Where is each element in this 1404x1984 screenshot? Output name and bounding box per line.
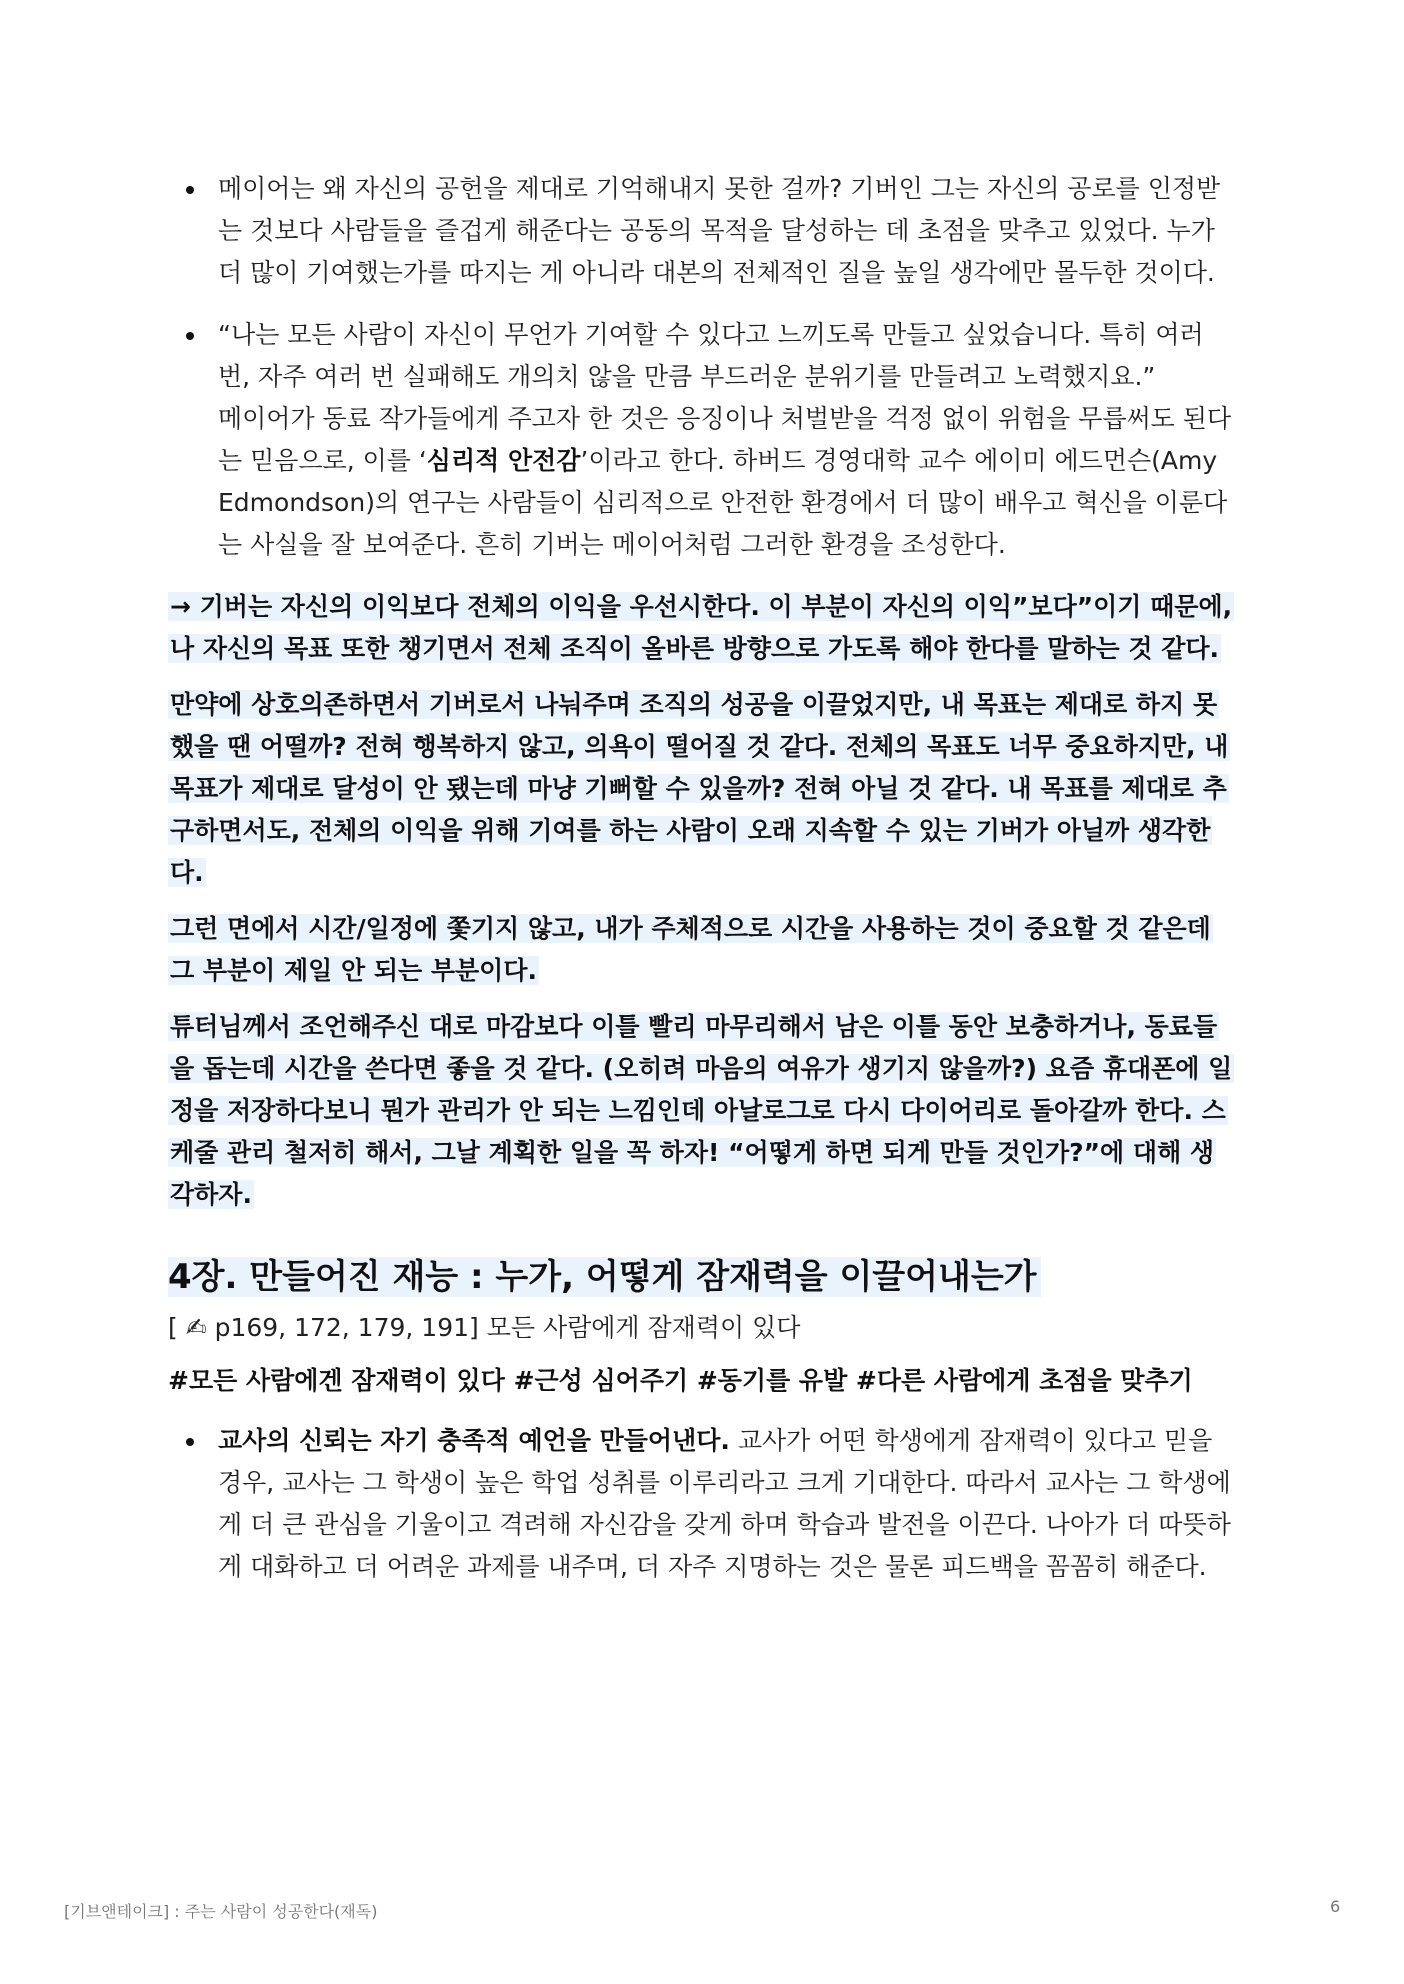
hashtag-line: #모든 사람에겐 잠재력이 있다 #근성 심어주기 #동기를 유발 #다른 사람에게 초점을 맞추기 [168,1366,1193,1395]
bullet-list-top [168,168,1236,566]
highlight-paragraph [168,1006,1236,1216]
highlight-text: 그런 면에서 시간/일정에 쫓기지 않고, 내가 주체적으로 시간을 사용하는 것이 중요할 것 같은데 그 부분이 제일 안 되는 부분이다. [170,914,1211,985]
bullet-dot-icon [186,332,194,340]
bullet-dot-icon [186,186,194,194]
bullet-text: ’이라고 한다. 하버드 경영대학 교수 에이미 에드먼슨(Amy Edmondson)의 연구는 사람들이 심리적으로 안전한 환경에서 더 많이 배우고 혁신을 이룬다는 사실을 잘 보여준다. 흔히 기버는 메이어처럼 그러한 환경을 조성한다. [218,446,1228,559]
bullet-text: 교사가 어떤 학생에게 잠재력이 있다고 믿을 경우, 교사는 그 학생이 높은 학업 성취를 이루리라고 크게 기대한다. 따라서 교사는 그 학생에게 더 큰 관심을 기울이고 격려해 자신감을 갖게 하며 학습과 발전을 이끈다. 나아가 더 따뜻하게 대화하고 더 어려운 과제를 내주며, 더 자주 지명하는 것은 물론 피드백을 꼼꼼히 해준다. [218,1426,1231,1581]
highlight-paragraph [168,684,1236,894]
list-item [168,168,1236,294]
bullet-list-bottom [168,1420,1236,1588]
source-line [168,1308,1236,1348]
list-item [168,1420,1236,1588]
page-content [168,168,1236,1608]
chapter-heading [168,1252,1236,1302]
bullet-text: 메이어가 동료 작가들에게 주고자 한 것은 응징이나 처벌받을 걱정 없이 위험을 무릅써도 된다는 믿음으로, 이를 ‘ [218,404,1232,475]
highlight-paragraph [168,586,1236,670]
bullet-dot-icon [186,1438,194,1446]
source-text: 모든 사람에게 잠재력이 있다 [486,1313,801,1342]
bullet-text: 메이어는 왜 자신의 공헌을 제대로 기억해내지 못한 걸까? 기버인 그는 자신의 공로를 인정받는 것보다 사람들을 즐겁게 해준다는 공동의 목적을 달성하는 데 초점을 맞추고 있었다. 누가 더 많이 기여했는가를 따지는 게 아니라 대본의 전체적인 질을 높일 생각에만 몰두한 것이다. [218,174,1221,287]
quote-text: “나는 모든 사람이 자신이 무언가 기여할 수 있다고 느끼도록 만들고 싶었습니다. 특히 여러 번, 자주 여러 번 실패해도 개의치 않을 만큼 부드러운 분위기를 만들려고 노력했지요.” [218,320,1204,391]
highlight-paragraph [168,908,1236,992]
footer-page-number: 6 [1330,1897,1341,1916]
highlight-text: → 기버는 자신의 이익보다 전체의 이익을 우선시한다. 이 부분이 자신의 이익”보다”이기 때문에, 나 자신의 목표 또한 챙기면서 전체 조직이 올바른 방향으로 가도록 해야 한다를 말하는 것 같다. [170,592,1233,663]
bold-term: 심리적 안전감 [426,446,581,475]
page-reference: [ ✍ p169, 172, 179, 191] [168,1313,479,1342]
bold-lead: 교사의 신뢰는 자기 충족적 예언을 만들어낸다. [218,1426,730,1455]
highlight-text: 튜터님께서 조언해주신 대로 마감보다 이틀 빨리 마무리해서 남은 이틀 동안 보충하거나, 동료들을 돕는데 시간을 쓴다면 좋을 것 같다. (오히려 마음의 여유가 생기지 않을까?) 요즘 휴대폰에 일정을 저장하다보니 뭔가 관리가 안 되는 느낌인데 아날로그로 다시 다이어리로 돌아갈까 한다. 스케줄 관리 철저히 해서, 그날 계획한 일을 꼭 하자! “어떻게 하면 되게 만들 것인가?”에 대해 생각하자. [170,1012,1233,1209]
highlight-text: 만약에 상호의존하면서 기버로서 나눠주며 조직의 성공을 이끌었지만, 내 목표는 제대로 하지 못했을 땐 어떨까? 전혀 행복하지 않고, 의욕이 떨어질 것 같다. 전체의 목표도 너무 중요하지만, 내 목표가 제대로 달성이 안 됐는데 마냥 기뻐할 수 있을까? 전혀 아닐 것 같다. 내 목표를 제대로 추구하면서도, 전체의 이익을 위해 기여를 하는 사람이 오래 지속할 수 있는 기버가 아닐까 생각한다. [170,690,1229,887]
footer-document-title: [기브앤테이크] : 주는 사람이 성공한다(재독) [64,1902,378,1921]
list-item [168,314,1236,566]
chapter-title-text: 4장. 만들어진 재능 : 누가, 어떻게 잠재력을 이끌어내는가 [168,1257,1041,1297]
